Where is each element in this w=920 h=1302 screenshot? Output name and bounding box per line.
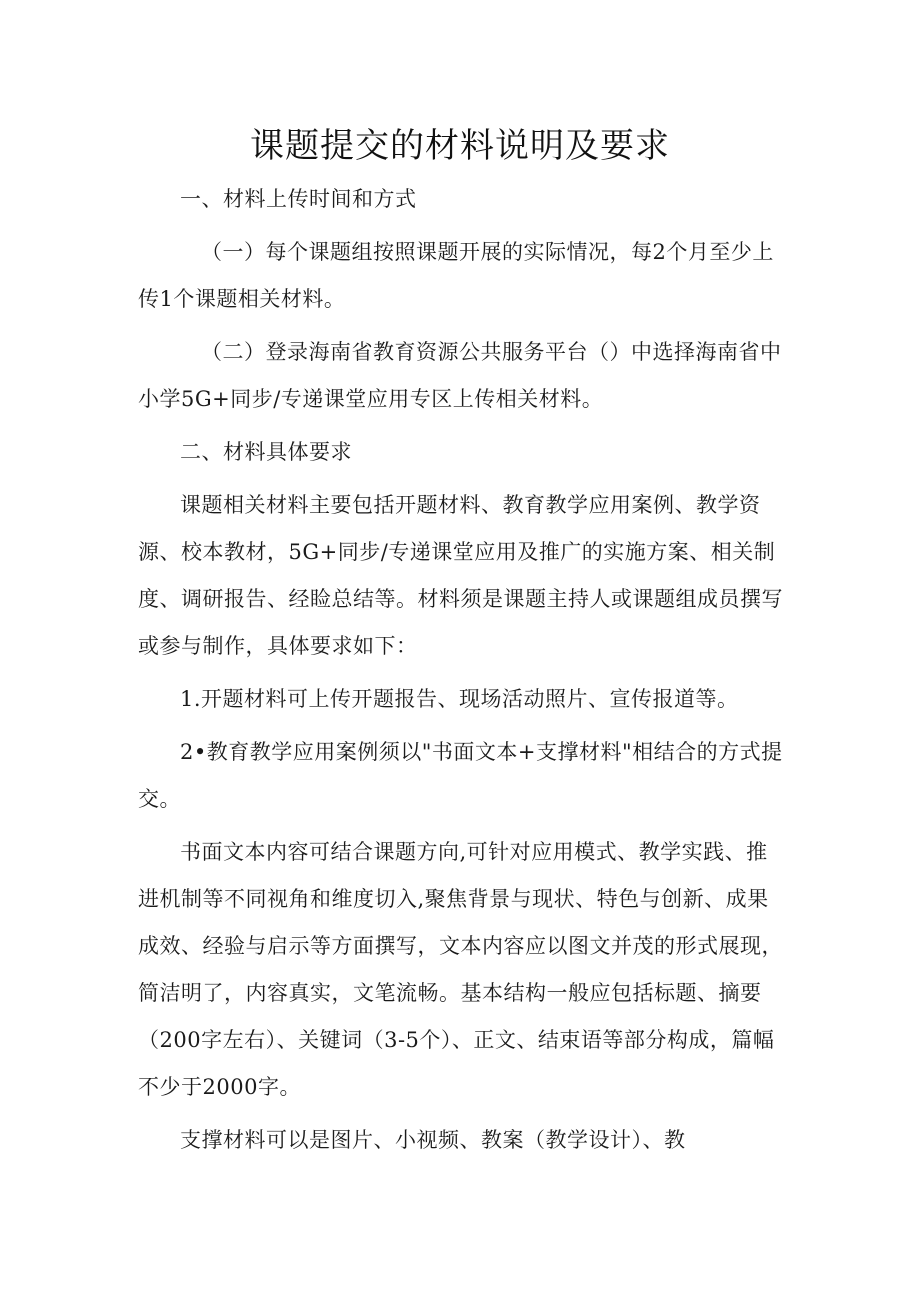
paragraph-material-scope: 课题相关材料主要包括开题材料、教育教学应用案例、教学资源、校本教材，5G+同步/专递课堂应用及推广的实施方案、相关制度、调研报告、经睑总结等。材料须是课题主持人或课题组成员撰写或参与制作，具体要求如下： [138,493,783,658]
paragraph-opening-materials: 1.开题材料可上传开题报告、现场活动照片、宣传报道等。 [180,687,739,711]
paragraph-supporting-materials: 支撑材料可以是图片、小视频、教案（教学设计）、教 [180,1128,686,1152]
document-body [138,176,788,1164]
document-title: 课题提交的材料说明及要求 [250,126,670,166]
section-heading-1: 一、材料上传时间和方式 [180,187,417,211]
paragraph-case-format: 2•教育教学应用案例须以"书面文本+支撑材料"相结合的方式提交。 [138,740,783,811]
paragraph-upload-frequency: （一）每个课题组按照课题开展的实际情况，每2个月至少上传1个课题相关材料。 [138,240,774,311]
section-heading-2: 二、材料具体要求 [180,440,352,464]
paragraph-written-text: 书面文本内容可结合课题方向,可针对应用模式、教学实践、推进机制等不同视角和维度切入,聚焦背景与现状、特色与创新、成果成效、经验与启示等方面撰写，文本内容应以图文并茂的形式展现，简洁明了，内容真实，文笔流畅。基本结构一般应包括标题、摘要（200字左右）、关键词（3-5个）、正文、结束语等部分构成，篇幅不少于2000字。 [138,840,783,1099]
paragraph-upload-platform: （二）登录海南省教育资源公共服务平台（）中选择海南省中小学5G+同步/专递课堂应用专区上传相关材料。 [138,340,782,411]
